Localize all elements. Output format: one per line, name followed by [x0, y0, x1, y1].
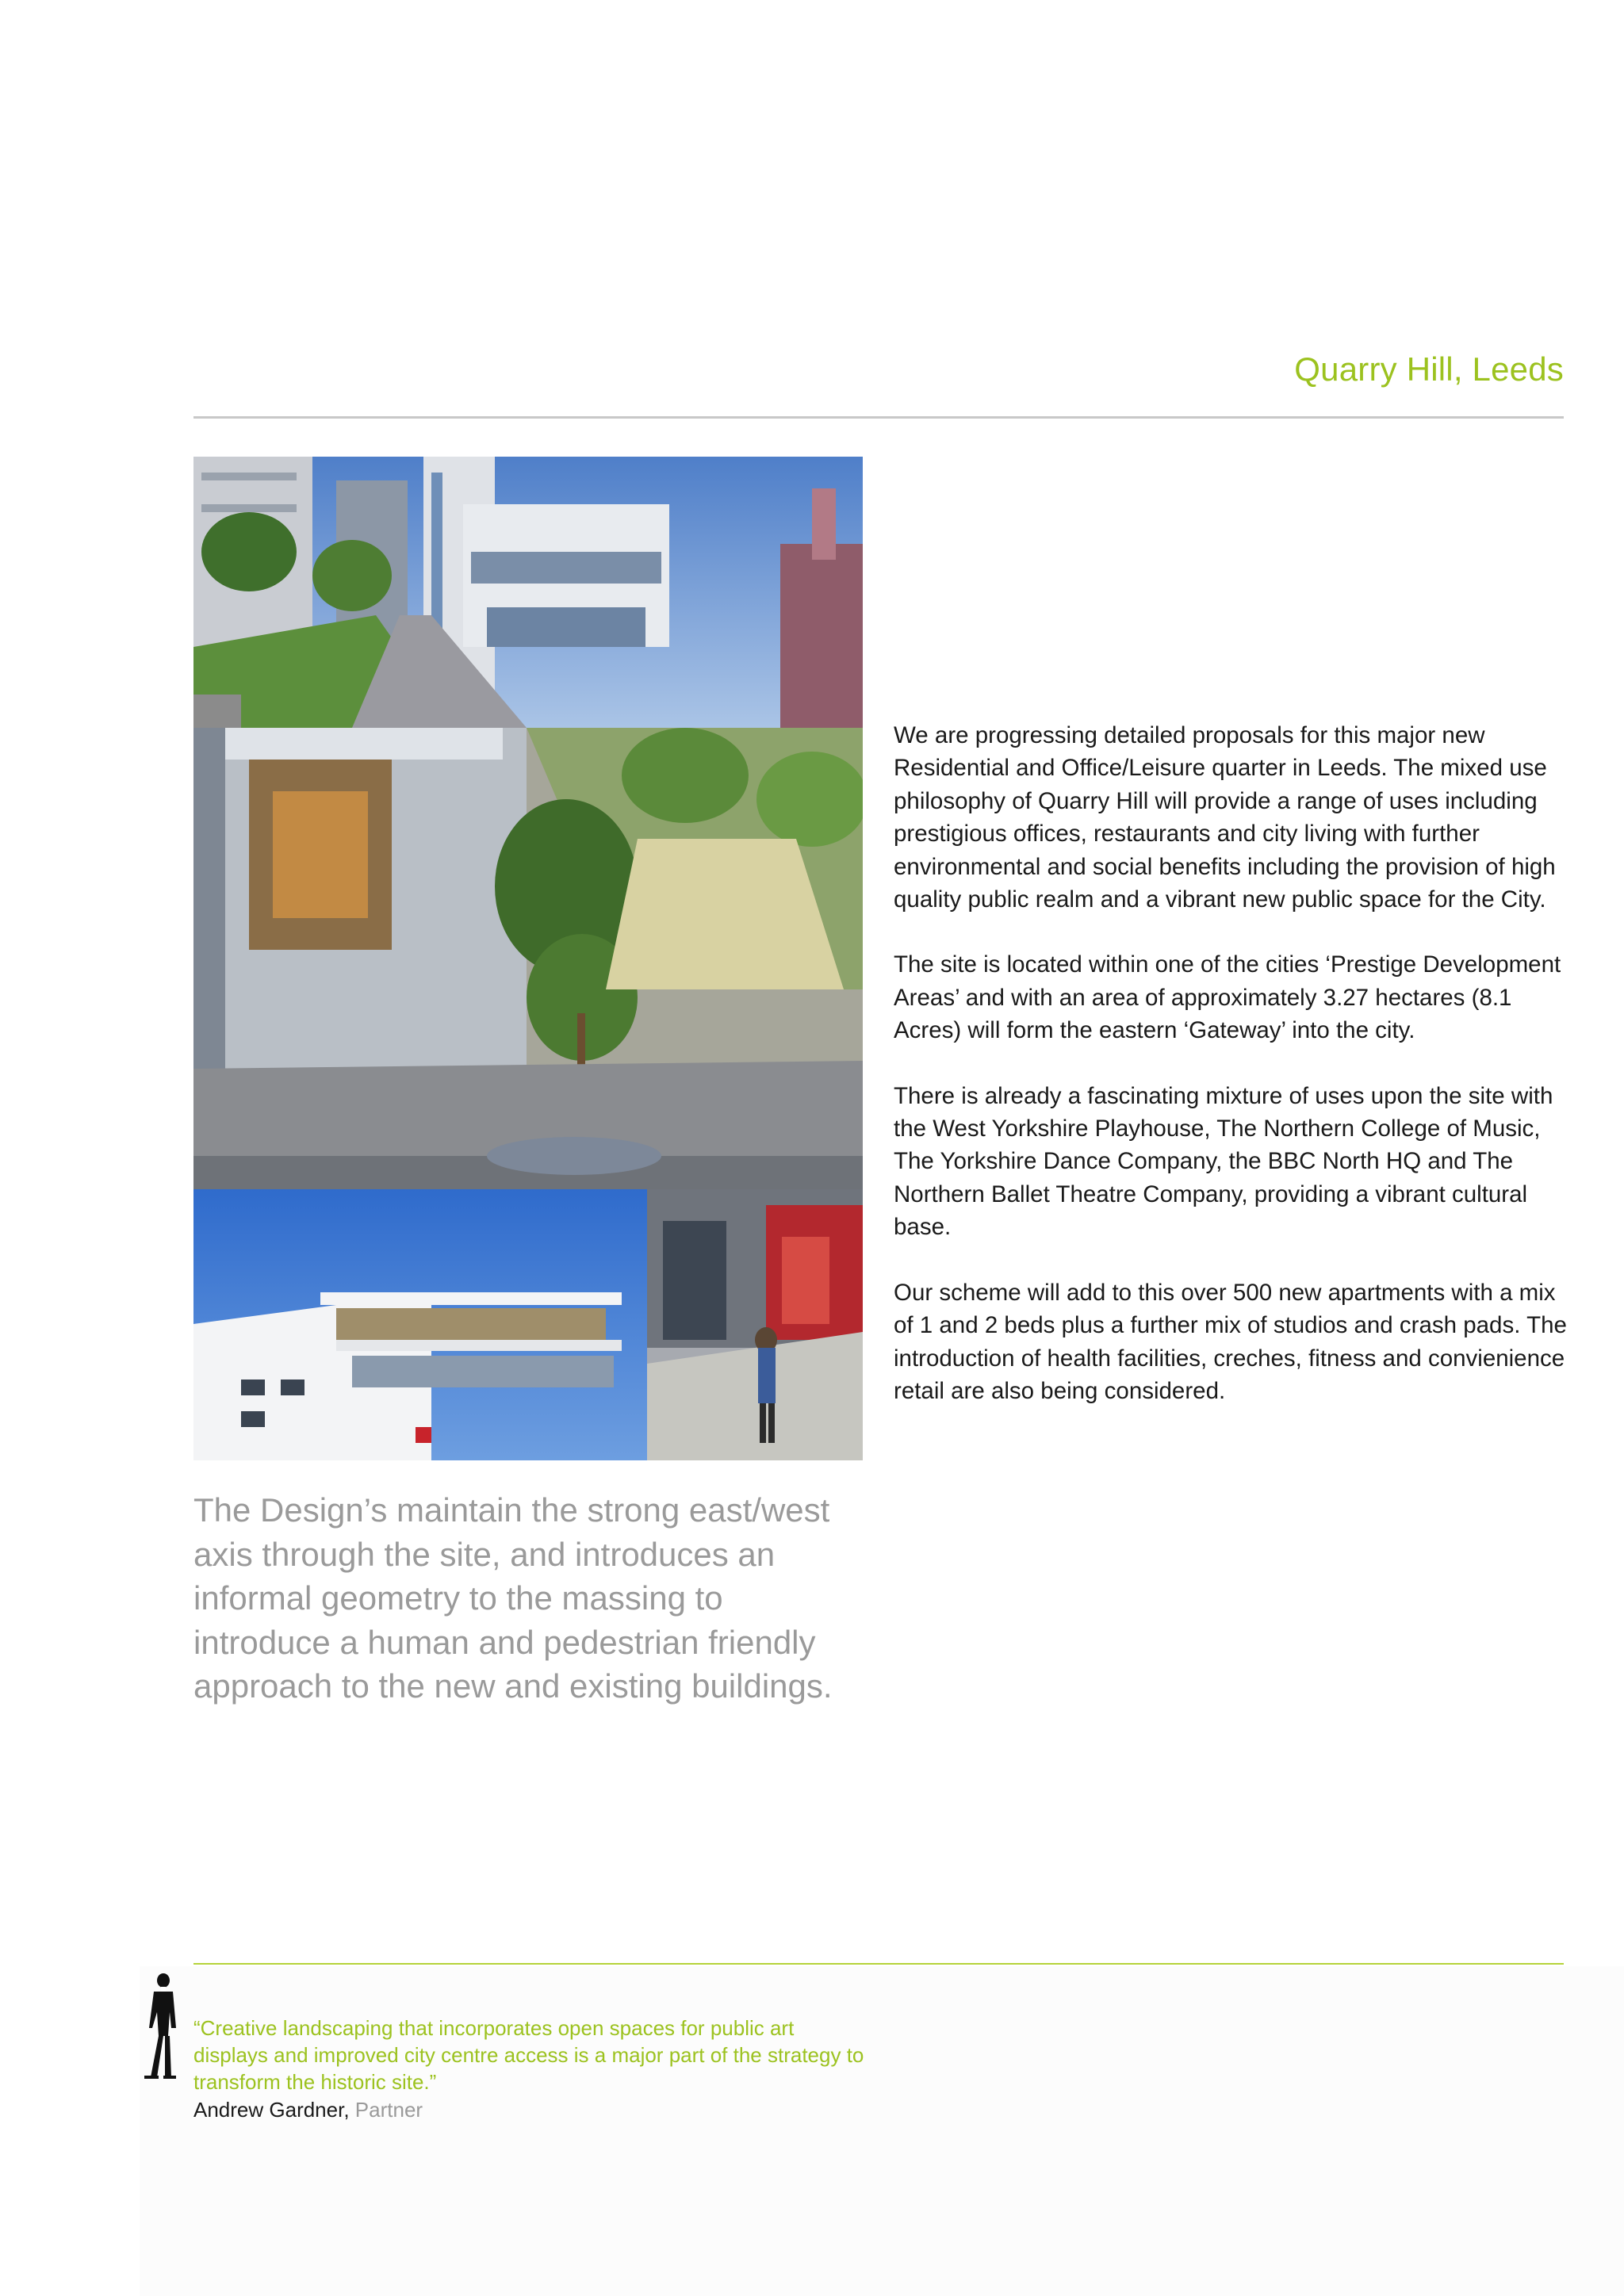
author-name: Andrew Gardner,	[193, 2098, 350, 2122]
body-paragraph: The site is located within one of the cities ‘Prestige Development Areas’ and with an area of approximately 3.27 hectares (8.1 Acres) will form the eastern ‘Gateway’ into the city.	[894, 951, 1561, 1044]
render-collage	[193, 457, 863, 1460]
body-paragraph: Our scheme will add to this over 500 new apartments with a mix of 1 and 2 beds plus a further mix of studios and crash pads. The introduction of health facilities, creches, fitness and convienience retail are also being considered.	[894, 1279, 1567, 1404]
header-divider	[193, 416, 1564, 419]
render-image-shopfront	[647, 1189, 863, 1460]
person-silhouette-icon	[127, 1973, 187, 2080]
render-image-plaza	[193, 728, 863, 1189]
body-text	[894, 719, 1568, 1440]
author-role: Partner	[354, 2098, 423, 2122]
render-image-street	[193, 457, 863, 728]
pull-quote: The Design’s maintain the strong east/west axis through the site, and introduces an informal geometry to the massing to introduce a human and pedestrian friendly approach to the new and existing buildings.	[193, 1491, 833, 1705]
testimonial-attribution	[193, 2096, 423, 2123]
body-paragraph: There is already a fascinating mixture of uses upon the site with the West Yorkshire Playhouse, The Northern College of Music, The Yorkshire Dance Company, the BBC North HQ and The Northern Ballet Theatre Company, providing a vibrant cultural base.	[894, 1082, 1553, 1241]
footer-divider	[193, 1963, 1564, 1965]
testimonial-quote: “Creative landscaping that incorporates open spaces for public art displays and improved city centre access is a major part of the strategy to transform the historic site.”	[193, 2016, 864, 2094]
render-image-building	[193, 1189, 647, 1460]
page-title: Quarry Hill, Leeds	[1294, 350, 1564, 388]
body-paragraph: We are progressing detailed proposals for this major new Residential and Office/Leisure quarter in Leeds. The mixed use philosophy of Quarry Hill will provide a range of uses including prestigious offices, restaurants and city living with further environmental and social benefits including the provision of high quality public realm and a vibrant new public space for the City.	[894, 722, 1556, 913]
